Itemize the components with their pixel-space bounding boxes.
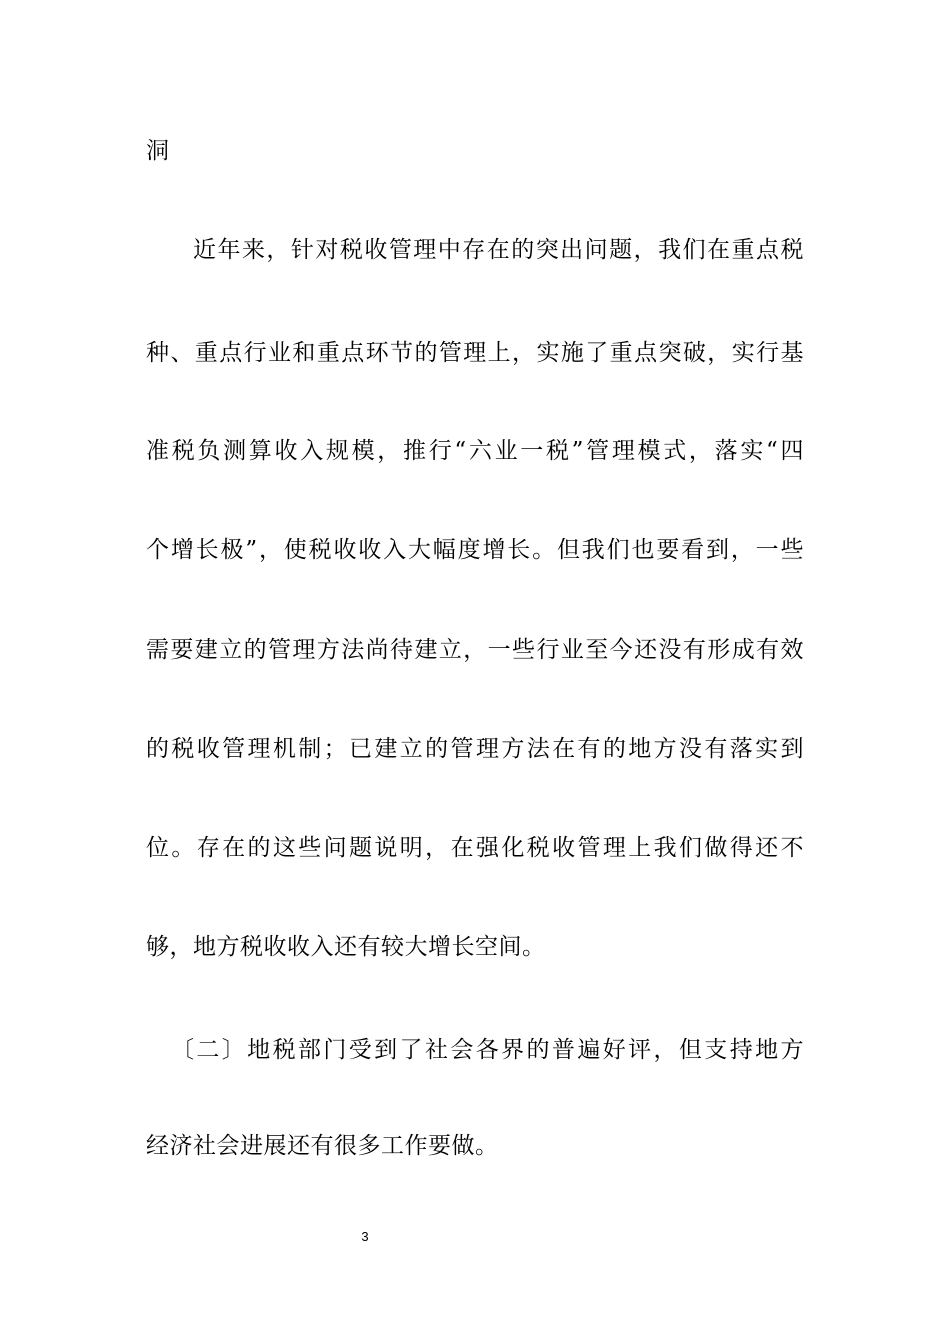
paragraph-line: 种、重点行业和重点环节的管理上，实施了重点突破，实行基 xyxy=(146,340,804,366)
section-heading-line: 经济社会进展还有很多工作要做。 xyxy=(146,1133,499,1159)
paragraph-line: 准税负测算收入规模，推行“六业一税”管理模式，落实“四 xyxy=(146,438,804,464)
paragraph-line: 位。存在的这些问题说明，在强化税收管理上我们做得还不 xyxy=(146,835,804,861)
paragraph-line: 的税收管理机制；已建立的管理方法在有的地方没有落实到 xyxy=(146,736,804,762)
paragraph-line: 近年来，针对税收管理中存在的突出问题，我们在重点税 xyxy=(193,237,804,263)
page-number: 3 xyxy=(361,1229,369,1244)
paragraph-line: 个增长极”，使税收收入大幅度增长。但我们也要看到，一些 xyxy=(146,537,804,563)
section-heading-line: 〔二〕地税部门受到了社会各界的普遍好评，但支持地方 xyxy=(171,1037,804,1063)
paragraph-line: 需要建立的管理方法尚待建立，一些行业至今还没有形成有效 xyxy=(146,637,804,663)
paragraph-line: 够，地方税收收入还有较大增长空间。 xyxy=(146,934,546,960)
text-line: 洞 xyxy=(146,138,170,164)
